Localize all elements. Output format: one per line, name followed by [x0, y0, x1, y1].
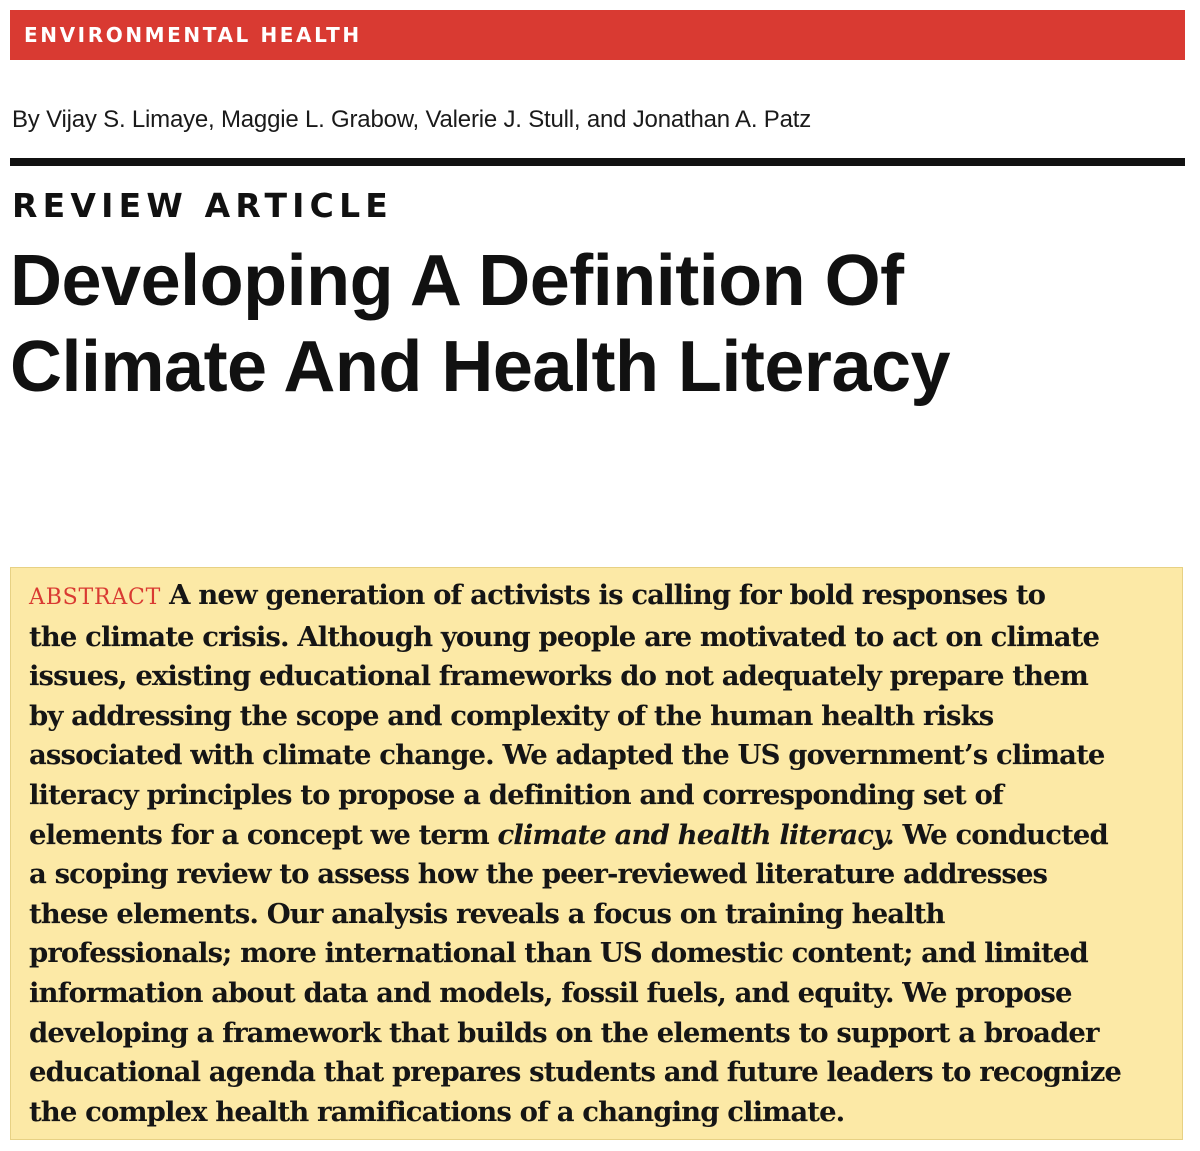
abstract-label: ABSTRACT	[29, 585, 162, 610]
author-byline: By Vijay S. Limaye, Maggie L. Grabow, Valerie J. Stull, and Jonathan A. Patz	[12, 106, 812, 133]
divider-rule	[10, 158, 1185, 166]
abstract-line: a scoping review to assess how the peer-reviewed literature addresses	[29, 858, 1048, 891]
abstract-text	[29, 576, 1174, 1132]
abstract-line: ABSTRACT A new generation of activists is calling for bold responses to	[29, 579, 1046, 611]
abstract-line: literacy principles to propose a definition and corresponding set of	[29, 778, 1003, 811]
abstract-box	[10, 567, 1183, 1140]
abstract-line: professionals; more international than US domestic content; and limited	[29, 937, 1088, 970]
abstract-line: educational agenda that prepares students and future leaders to recognize	[29, 1056, 1122, 1089]
abstract-line: elements for a concept we term climate and health literacy. We conducted	[29, 818, 1108, 851]
section-label: ENVIRONMENTAL HEALTH	[24, 23, 362, 47]
article-title	[10, 238, 1180, 410]
abstract-line: associated with climate change. We adapted the US government’s climate	[29, 739, 1105, 772]
article-title-line: Developing A Definition Of	[10, 241, 904, 321]
abstract-line: developing a framework that builds on the elements to support a broader	[29, 1016, 1099, 1049]
abstract-line: issues, existing educational frameworks do not adequately prepare them	[29, 660, 1088, 693]
abstract-line: the climate crisis. Although young people are motivated to act on climate	[29, 620, 1100, 653]
abstract-term: climate and health literacy.	[497, 818, 894, 851]
article-title-line: Climate And Health Literacy	[10, 327, 951, 407]
abstract-line: these elements. Our analysis reveals a focus on training health	[29, 897, 945, 930]
abstract-line: by addressing the scope and complexity of the human health risks	[29, 699, 994, 732]
abstract-line: the complex health ramifications of a changing climate.	[29, 1095, 845, 1128]
section-banner	[10, 10, 1185, 60]
abstract-line: information about data and models, fossil fuels, and equity. We propose	[29, 976, 1072, 1009]
article-type: REVIEW ARTICLE	[12, 186, 394, 225]
